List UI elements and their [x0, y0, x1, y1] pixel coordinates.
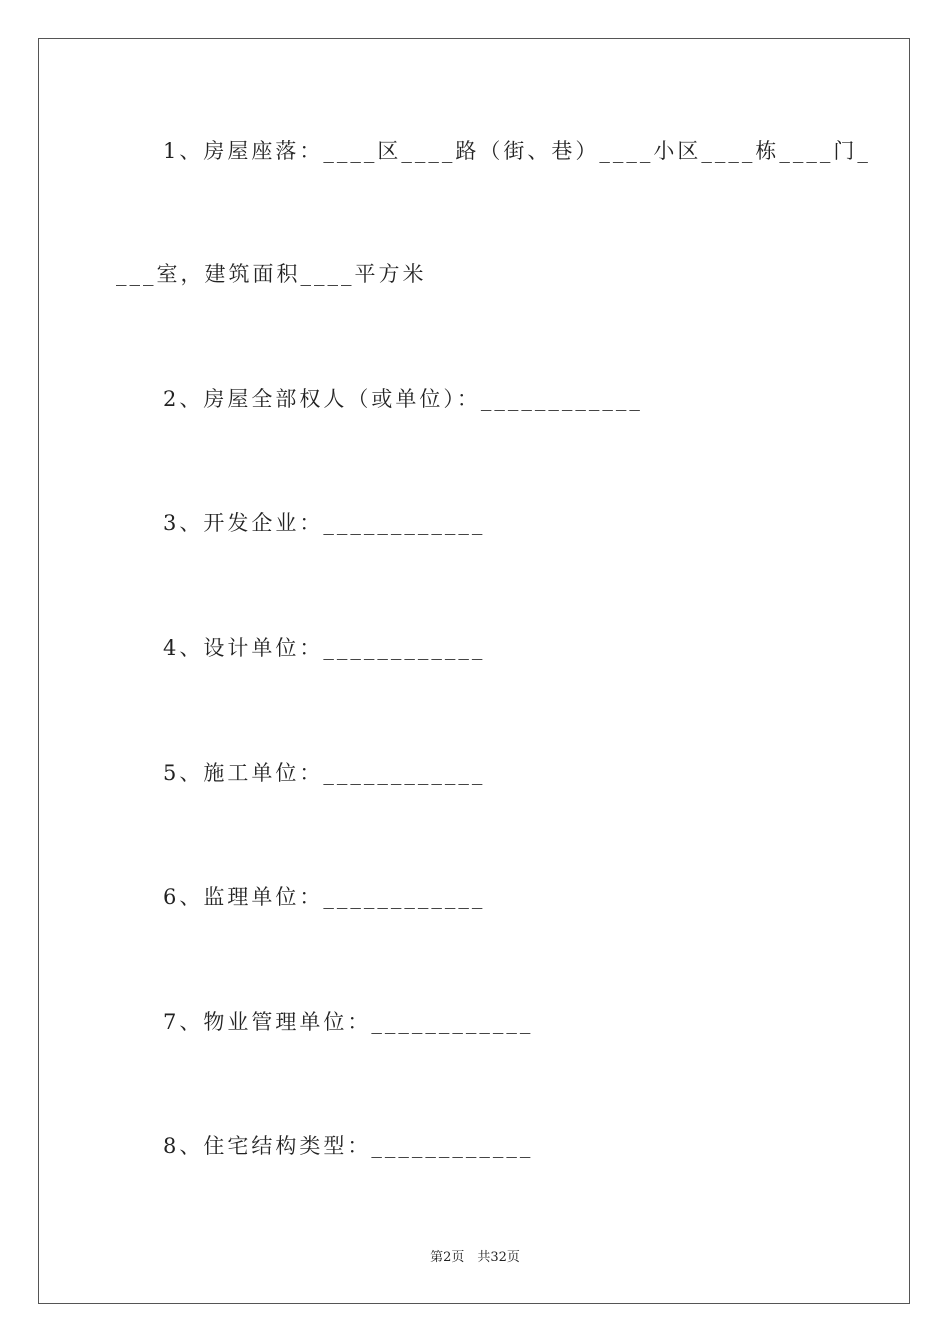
item-6: 6、监理单位：____________ [163, 885, 486, 909]
item-8: 8、住宅结构类型：____________ [163, 1134, 534, 1158]
item-1-line-2: ___室，建筑面积____平方米 [116, 262, 427, 286]
item-7: 7、物业管理单位：____________ [163, 1010, 534, 1034]
item-1-line-1: 1、房屋座落：____区____路（街、巷）____小区____栋____门_ [163, 139, 871, 163]
item-3: 3、开发企业：____________ [163, 511, 486, 535]
item-4: 4、设计单位：____________ [163, 636, 486, 660]
item-5: 5、施工单位：____________ [163, 761, 486, 785]
page-border [38, 38, 910, 1304]
page-number-footer: 第2页 共32页 [430, 1250, 520, 1265]
item-2: 2、房屋全部权人（或单位）：____________ [163, 387, 643, 411]
